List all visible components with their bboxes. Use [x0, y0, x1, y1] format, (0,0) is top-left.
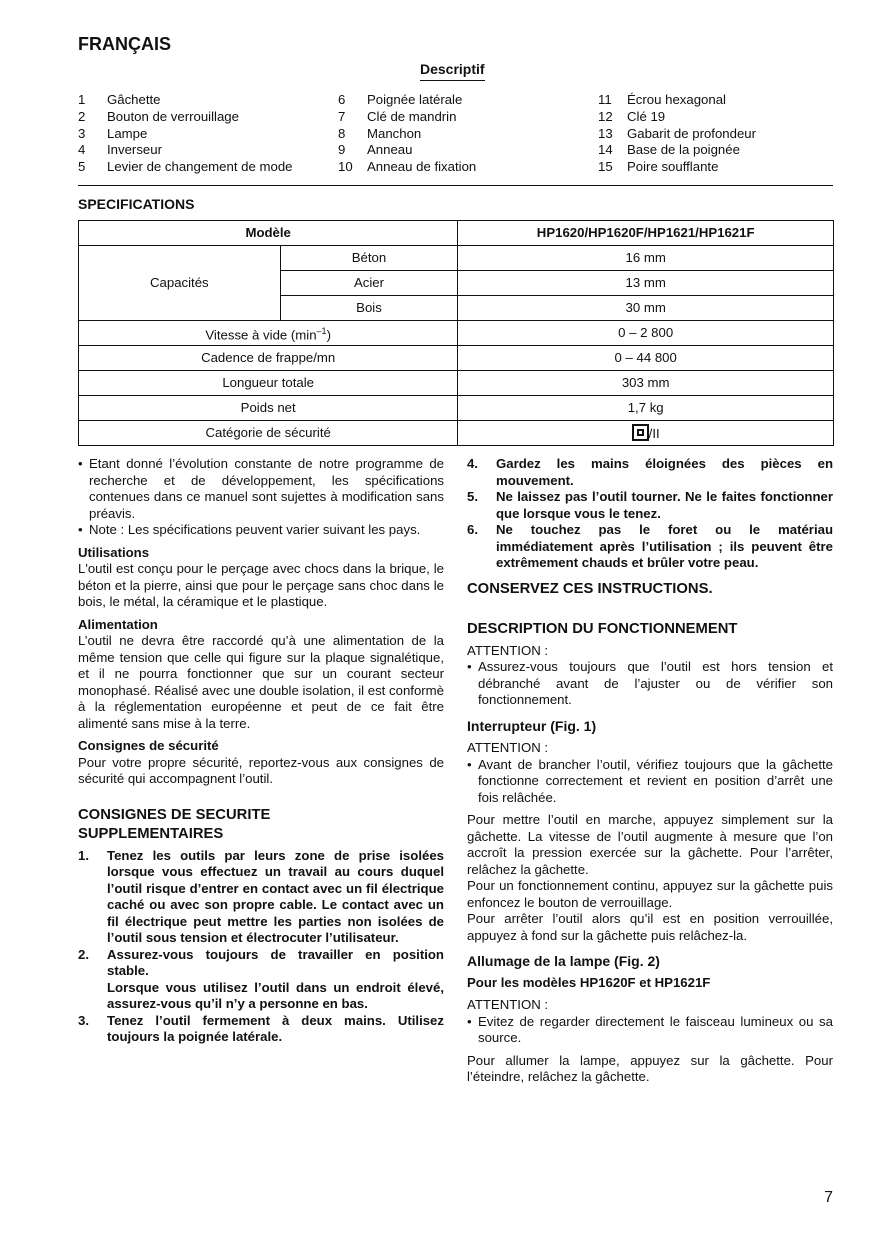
- list-item: 12 Clé 19: [598, 108, 666, 124]
- list-item: 1. Tenez les outils par leurs zone de prise isolées lorsque vous effectuez un travail au cours duquel l’outil risque d’entrer en contact avec un fil électrique caché ou avec son propre cable. Le contact avec un fil électrique peut mettre les parties non isolées de l’outil sous tension et électrocuter l’utilisateur.: [78, 847, 444, 945]
- list-item: • Avant de brancher l’outil, vérifiez toujours que la gâchette fonctionne correctement et revient en position d’arrêt une fois relâchée.: [467, 757, 833, 807]
- table-cell: 303 mm: [458, 371, 834, 396]
- left-column: [78, 456, 444, 1046]
- section-heading: Alimentation: [78, 616, 158, 632]
- section-heading: Interrupteur (Fig. 1): [467, 717, 597, 734]
- list-item: 2. Assurez-vous toujours de travailler en position stable. Lorsque vous utilisez l’outil dans un endroit élevé, assurez-vous qu’il n’y a personne en bas.: [78, 946, 444, 1011]
- list-item: 10 Anneau de fixation: [338, 159, 477, 175]
- paragraph: ATTENTION :: [467, 740, 549, 755]
- list-item: • Evitez de regarder directement le faisceau lumineux ou sa source.: [467, 1014, 833, 1047]
- list-item: 1 Gâchette: [78, 92, 161, 107]
- list-item: 3. Tenez l’outil fermement à deux mains. Utilisez toujours la poignée latérale.: [78, 1012, 444, 1044]
- paragraph: Pour arrêter l’outil alors qu’il est en position verrouillée, appuyez à fond sur la gâchette puis relâchez-la.: [467, 911, 833, 943]
- table-cell: Capacités: [79, 246, 281, 321]
- list-item: 6. Ne touchez pas le foret ou le matériau immédiatement après l’utilisation ; ils peuvent être extrêmement chauds et brûler votre peau.: [467, 522, 833, 570]
- paragraph: Pour mettre l’outil en marche, appuyez simplement sur la gâchette. La vitesse de l’outil augmente à mesure que l’on accroît la pression exercée sur la gâchette. Pour l’arrêter, relâchez la gâchette.: [467, 812, 833, 877]
- double-insulation-icon: [632, 424, 649, 441]
- table-cell: Longueur totale: [79, 371, 458, 396]
- divider: [78, 185, 833, 186]
- list-item: 4 Inverseur: [78, 142, 162, 158]
- table-row: [79, 321, 834, 346]
- section-heading: DESCRIPTION DU FONCTIONNEMENT: [467, 620, 738, 637]
- table-cell: 0 – 2 800: [458, 321, 834, 346]
- list-item: 6 Poignée latérale: [338, 92, 463, 107]
- list-item: 7 Clé de mandrin: [338, 108, 457, 124]
- table-cell: Vitesse à vide $(\min^{-1})$: [79, 321, 458, 346]
- list-item: 15 Poire soufflante: [598, 159, 719, 175]
- table-cell: 1,7 kg: [458, 396, 834, 421]
- section-heading: CONSIGNES DE SECURITE SUPPLEMENTAIRES: [78, 806, 271, 842]
- paragraph: Pour votre propre sécurité, reportez-vous aux consignes de sécurité qui accompagnent l’outil.: [78, 754, 444, 786]
- paragraph: Pour un fonctionnement continu, appuyez sur la gâchette puis enfoncez le bouton de verrouillage.: [467, 878, 833, 910]
- list-item: 9 Anneau: [338, 142, 413, 158]
- list-item: 3 Lampe: [78, 125, 148, 141]
- table-row: [79, 371, 834, 396]
- table-cell: Catégorie de sécurité: [79, 421, 458, 446]
- table-cell: Acier: [280, 271, 458, 296]
- table-cell: Bois: [280, 296, 458, 321]
- section-heading: CONSERVEZ CES INSTRUCTIONS.: [467, 580, 713, 597]
- table-cell: Poids net: [79, 396, 458, 421]
- list-item: 5. Ne laissez pas l’outil tourner. Ne le faites fonctionner que lorsque vous le tenez.: [467, 489, 833, 521]
- paragraph: ATTENTION :: [467, 642, 549, 658]
- parts-list-col1: [78, 92, 292, 176]
- paragraph: Pour allumer la lampe, appuyez sur la gâchette. Pour l’éteindre, relâchez la gâchette.: [467, 1052, 833, 1084]
- table-row: [79, 396, 834, 421]
- list-item: • Assurez-vous toujours que l’outil est hors tension et débranché avant de l’ajuster ou de vérifier son fonctionnement.: [467, 659, 833, 709]
- parts-list-col2: [338, 92, 476, 176]
- language-heading: FRANÇAIS: [78, 34, 171, 54]
- table-cell: Cadence de frappe/mn: [79, 346, 458, 371]
- specifications-table: [78, 220, 834, 446]
- table-row: [79, 246, 834, 271]
- section-heading: Utilisations: [78, 544, 150, 560]
- section-subheading: Pour les modèles HP1620F et HP1621F: [467, 974, 711, 990]
- page-number: 7: [824, 1189, 833, 1206]
- list-item: 5 Levier de changement de mode: [78, 159, 293, 175]
- table-cell: Béton: [280, 246, 458, 271]
- list-item: 2 Bouton de verrouillage: [78, 108, 239, 124]
- table-cell: /II: [458, 421, 834, 446]
- table-cell: 16 mm: [458, 246, 834, 271]
- list-item: 8 Manchon: [338, 125, 422, 141]
- paragraph: ATTENTION :: [467, 997, 549, 1012]
- list-item: 13 Gabarit de profondeur: [598, 125, 757, 141]
- table-row: [79, 221, 834, 246]
- list-item: 11 Écrou hexagonal: [598, 92, 726, 107]
- list-item: • Note : Les spécifications peuvent varier suivant les pays.: [78, 522, 444, 539]
- table-cell: 30 mm: [458, 296, 834, 321]
- specifications-heading: SPECIFICATIONS: [78, 196, 195, 212]
- paragraph: L'outil est conçu pour le perçage avec chocs dans la brique, le béton et la pierre, ainsi que pour le perçage sans choc dans le bois, le métal, la céramique et le plastique.: [78, 561, 444, 609]
- table-cell: 13 mm: [458, 271, 834, 296]
- table-row: [79, 346, 834, 371]
- list-item: 14 Base de la poignée: [598, 142, 740, 158]
- table-cell: HP1620/HP1620F/HP1621/HP1621F: [458, 221, 834, 246]
- section-heading: Allumage de la lampe (Fig. 2): [467, 953, 660, 969]
- table-cell: Modèle: [79, 221, 458, 246]
- table-row: [79, 421, 834, 446]
- paragraph: L’outil ne devra être raccordé qu’à une alimentation de la même tension que celle qui figure sur la plaque signalétique, et il ne pourra fonctionner que sur un courant secteur monophasé. Réalisé avec une double isolation, il est conformè à la réglementation européenne et peut de ce fait être alimenté sans mise à la terre.: [78, 633, 444, 731]
- parts-list-col3: [598, 92, 756, 176]
- section-heading: Consignes de sécurité: [78, 738, 219, 753]
- list-item: 4. Gardez les mains éloignées des pièces en mouvement.: [467, 456, 833, 488]
- descriptif-title: Descriptif: [420, 61, 485, 81]
- right-column: [467, 456, 833, 1086]
- table-cell: 0 – 44 800: [458, 346, 834, 371]
- list-item: • Etant donné l’évolution constante de notre programme de recherche et de développement, les spécifications contenues dans ce manuel sont sujettes à modification sans préavis.: [78, 456, 444, 522]
